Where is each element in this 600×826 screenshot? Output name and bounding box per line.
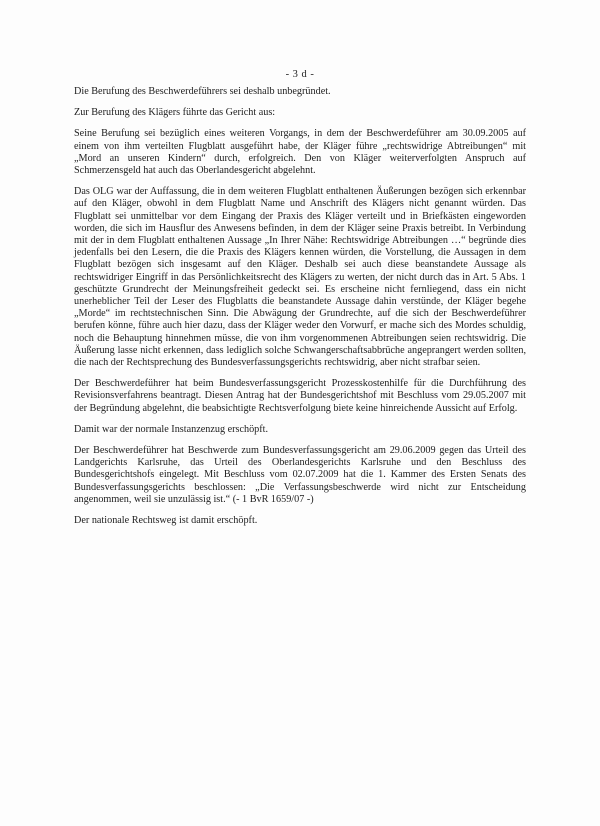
page-number: - 3 d - (285, 69, 315, 80)
paragraph-instances-exhausted: Damit war der normale Instanzenzug erschöpft. (74, 423, 269, 435)
paragraph-constitutional-complaint: Der Beschwerdeführer hat Beschwerde zum Bundesverfassungsgericht am 29.06.2009 gegen das Urteil des Landgerichts Karlsruhe, das Urteil des Oberlandesgerichts Karlsruhe und den Beschluss des Bundesgerichtshofs eingelegt. Mit Beschluss vom 02.07.2009 hat die 1. Kammer des Ersten Senats des Bundesverfassungsgerichts beschlossen: „Die Verfassungsbeschwerde wird nicht zur Entscheidung angenommen, weil sie unzulässig ist.“ (- 1 BvR 1659/07 -) (74, 445, 526, 505)
paragraph-olg-opinion: Das OLG war der Auffassung, die in dem weiteren Flugblatt enthaltenen Äußerungen bezögen sich erkennbar auf den Kläger, obwohl in dem Flugblatt Name und Anschrift des Klägers nicht genannt würden. Das Flugblatt sei unmittelbar vor dem Eingang der Praxis des Kläger verteilt und in Briefkästen eingeworden worden, die sich im Hausflur des Anwesens befinden, in dem der Kläger seine Praxis betreibt. In Verbindung mit der in dem Flugblatt enthaltenen Aussage „In Ihrer Nähe: Rechtswidrige Abtreibungen …“ begründe dies jedenfalls bei den Lesern, die die Praxis des Klägers kennen würden, die Vorstellung, die Aussagen in dem Flugblatt bezögen sich insgesamt auf den Kläger. Deshalb sei auch diese beanstandete Aussage als rechtswidriger Eingriff in das Persönlichkeitsrecht des Klägers zu werten, der nicht durch das in Art. 5 Abs. 1 geschützte Grundrecht der Meinungsfreiheit gedeckt sei. Es erscheine nicht fernliegend, dass ein nicht unerheblicher Teil der Leser des Flugblatts die beanstandete Aussage dahin verstünde, der Kläger begehe „Morde“ im rechtstechnischen Sinn. Die Abwägung der Grundrechte, auf die sich der Beschwerdeführer berufen könne, führe auch hier dazu, dass der Kläger weder den Vorwurf, er mache sich des Mordes schuldig, noch die Behauptung hinnehmen müsse, die von ihm vorgenommenen Abtreibungen seien rechtswidrig. Die Äußerung lasse nicht erkennen, dass lediglich solche Schwangerschaftsabbrüche angeprangert werden sollten, die nach der Rechtsprechung des Bundesverfassungsgerichts rechtswidrig, aber nicht strafbar seien. (74, 186, 526, 369)
paragraph-national-remedies-exhausted: Der nationale Rechtsweg ist damit erschöpft. (74, 515, 258, 527)
document-body (74, 86, 526, 536)
paragraph-legal-aid-request: Der Beschwerdeführer hat beim Bundesverfassungsgericht Prozesskostenhilfe für die Durchführung des Revisionsverfahrens beantragt. Diesen Antrag hat der Bundesgerichtshof mit Beschluss vom 29.05.2007 mit der Begründung abgelehnt, die beabsichtigte Rechtsverfolgung biete keine hinreichende Aussicht auf Erfolg. (74, 378, 526, 414)
paragraph-flyer-claim: Seine Berufung sei bezüglich eines weiteren Vorgangs, in dem der Beschwerdeführer am 30.09.2005 auf einem von ihm verteilten Flugblatt ausgeführt habe, der Kläger führe „rechtswidrige Abtreibungen“ mit „Mord an unseren Kindern“ durch, erfolgreich. Den von Kläger weiterverfolgten Anspruch auf Schmerzensgeld hat auch das Oberlandesgericht abgelehnt. (74, 128, 526, 177)
paragraph-court-statement-intro: Zur Berufung des Klägers führte das Gericht aus: (74, 107, 276, 119)
paragraph-appeal-unfounded: Die Berufung des Beschwerdeführers sei deshalb unbegründet. (74, 86, 331, 97)
